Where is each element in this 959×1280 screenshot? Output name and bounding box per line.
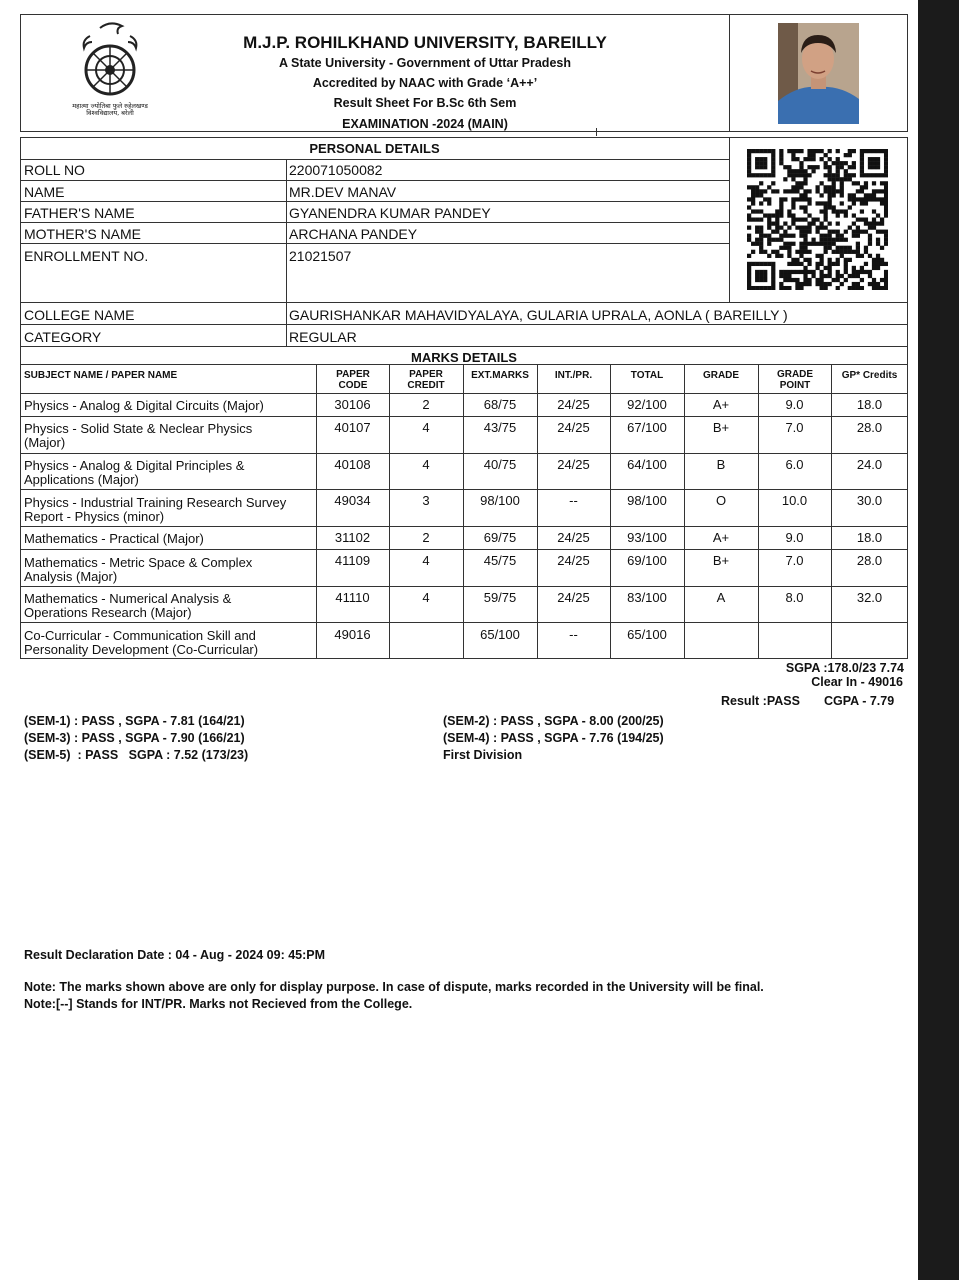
th-gp-credits: GP* Credits xyxy=(841,370,898,381)
result-status: Result :PASS xyxy=(721,694,800,708)
gp-credits: 28.0 xyxy=(856,553,883,568)
result-declaration-date: Result Declaration Date : 04 - Aug - 2024 09: 45:PM xyxy=(24,948,326,962)
total-marks: 65/100 xyxy=(627,627,667,642)
subject-name: Mathematics - Metric Space & Complex Analysis (Major) xyxy=(24,555,253,584)
ext-marks: 40/75 xyxy=(483,457,517,472)
int-marks: 24/25 xyxy=(557,397,590,412)
int-marks: 24/25 xyxy=(557,457,590,472)
grade-point: 9.0 xyxy=(785,397,804,412)
paper-credit: 4 xyxy=(422,590,430,605)
grade-point: 8.0 xyxy=(785,590,804,605)
int-marks: -- xyxy=(569,627,578,642)
logo-caption: महात्मा ज्योतिबा फुले रुहेलखण्ड विश्वविद्यालय, बरेली xyxy=(72,102,148,117)
grade: B xyxy=(716,457,726,472)
sem-5-result: (SEM-5) : PASS SGPA : 7.52 (173/23) xyxy=(24,748,249,762)
int-marks: 24/25 xyxy=(557,590,590,605)
subject-name: Physics - Industrial Training Research Survey Report - Physics (minor) xyxy=(24,495,287,524)
paper-credit: 4 xyxy=(422,420,430,435)
marks-details-title: MARKS DETAILS xyxy=(411,350,517,365)
university-logo xyxy=(60,20,160,104)
grade-point: 7.0 xyxy=(785,553,804,568)
subject-name: Physics - Analog & Digital Principles & Applications (Major) xyxy=(24,458,245,487)
paper-code: 40108 xyxy=(334,457,371,472)
name-value: MR.DEV MANAV xyxy=(289,184,397,200)
ext-marks: 68/75 xyxy=(483,397,517,412)
int-marks: 24/25 xyxy=(557,420,590,435)
th-grade-point: GRADE POINT xyxy=(776,369,814,391)
grade-point: 9.0 xyxy=(785,530,804,545)
header-line-4: Result Sheet For B.Sc 6th Sem xyxy=(333,96,517,110)
total-marks: 98/100 xyxy=(627,493,667,508)
gp-credits: 32.0 xyxy=(856,590,883,605)
sem-1-result: (SEM-1) : PASS , SGPA - 7.81 (164/21) xyxy=(24,714,245,728)
ext-marks: 69/75 xyxy=(483,530,517,545)
grade-point: 6.0 xyxy=(785,457,804,472)
total-marks: 64/100 xyxy=(627,457,667,472)
int-marks: -- xyxy=(569,493,578,508)
cgpa-value: CGPA - 7.79 xyxy=(824,694,895,708)
header-line-3: Accredited by NAAC with Grade ‘A++’ xyxy=(312,76,538,90)
college-name-value: GAURISHANKAR MAHAVIDYALAYA, GULARIA UPRALA, AONLA ( BAREILLY ) xyxy=(289,307,788,323)
th-paper-code: PAPER CODE xyxy=(336,369,370,391)
enrollment-label: ENROLLMENT NO. xyxy=(24,248,149,264)
ext-marks: 65/100 xyxy=(480,627,520,642)
ext-marks: 45/75 xyxy=(483,553,517,568)
category-value: REGULAR xyxy=(289,329,357,345)
th-paper-credit: PAPER CREDIT xyxy=(407,369,445,391)
total-marks: 92/100 xyxy=(627,397,667,412)
paper-code: 31102 xyxy=(334,530,371,545)
paper-code: 41110 xyxy=(335,590,370,605)
sem-4-result: (SEM-4) : PASS , SGPA - 7.76 (194/25) xyxy=(443,731,664,745)
grade: B+ xyxy=(712,420,730,435)
paper-code: 49016 xyxy=(334,627,371,642)
grade: B+ xyxy=(712,553,730,568)
total-marks: 69/100 xyxy=(627,553,667,568)
grade: A+ xyxy=(712,397,730,412)
th-ext-marks: EXT.MARKS xyxy=(471,370,529,381)
paper-credit: 4 xyxy=(422,553,430,568)
total-marks: 67/100 xyxy=(627,420,667,435)
student-photo xyxy=(778,23,859,124)
university-name: M.J.P. ROHILKHAND UNIVERSITY, BAREILLY xyxy=(243,33,607,52)
gp-credits: 18.0 xyxy=(856,530,883,545)
ext-marks: 43/75 xyxy=(483,420,517,435)
gp-credits: 28.0 xyxy=(856,420,883,435)
grade-point: 7.0 xyxy=(785,420,804,435)
total-marks: 83/100 xyxy=(627,590,667,605)
college-name-label: COLLEGE NAME xyxy=(24,307,135,323)
th-grade: GRADE xyxy=(702,370,740,381)
gp-credits: 18.0 xyxy=(856,397,883,412)
th-int-pr: INT./PR. xyxy=(554,370,593,381)
sem-2-result: (SEM-2) : PASS , SGPA - 8.00 (200/25) xyxy=(443,714,664,728)
subject-name: Mathematics - Practical (Major) xyxy=(24,531,204,546)
subject-name: Physics - Analog & Digital Circuits (Major) xyxy=(24,398,264,413)
header-line-2: A State University - Government of Uttar Pradesh xyxy=(279,56,571,70)
clear-in: Clear In - 49016 xyxy=(811,675,903,689)
division: First Division xyxy=(443,748,523,762)
father-name-label: FATHER'S NAME xyxy=(24,205,135,221)
paper-credit: 4 xyxy=(422,457,430,472)
int-marks: 24/25 xyxy=(557,553,590,568)
paper-code: 49034 xyxy=(334,493,371,508)
th-total: TOTAL xyxy=(630,370,664,381)
mother-name-value: ARCHANA PANDEY xyxy=(289,226,418,242)
paper-code: 40107 xyxy=(334,420,371,435)
paper-credit: 2 xyxy=(422,397,430,412)
subject-name: Co-Curricular - Communication Skill and Personality Development (Co-Curricular) xyxy=(24,628,259,657)
sem-3-result: (SEM-3) : PASS , SGPA - 7.90 (166/21) xyxy=(24,731,245,745)
total-marks: 93/100 xyxy=(627,530,667,545)
qr-code xyxy=(747,149,888,290)
roll-no-label: ROLL NO xyxy=(24,162,85,178)
display-note: Note: The marks shown above are only for display purpose. In case of dispute, marks recorded in the University will be final. xyxy=(24,980,764,994)
grade: A+ xyxy=(712,530,730,545)
header-line-5: EXAMINATION -2024 (MAIN) xyxy=(342,117,508,131)
gp-credits: 30.0 xyxy=(856,493,883,508)
th-subject: SUBJECT NAME / PAPER NAME xyxy=(24,370,178,381)
int-marks: 24/25 xyxy=(557,530,590,545)
paper-credit: 3 xyxy=(422,493,430,508)
int-pr-note: Note:[--] Stands for INT/PR. Marks not Recieved from the College. xyxy=(24,997,413,1011)
roll-no-value: 220071050082 xyxy=(289,162,383,178)
category-label: CATEGORY xyxy=(24,329,102,345)
gp-credits: 24.0 xyxy=(856,457,883,472)
grade: A xyxy=(716,590,726,605)
grade: O xyxy=(715,493,727,508)
subject-name: Mathematics - Numerical Analysis & Operations Research (Major) xyxy=(24,591,232,620)
ext-marks: 98/100 xyxy=(480,493,520,508)
personal-details-title: PERSONAL DETAILS xyxy=(309,141,440,156)
sgpa-summary: SGPA :178.0/23 7.74 xyxy=(785,661,904,675)
mother-name-label: MOTHER'S NAME xyxy=(24,226,142,242)
paper-code: 41109 xyxy=(334,553,371,568)
father-name-value: GYANENDRA KUMAR PANDEY xyxy=(289,205,491,221)
subject-name: Physics - Solid State & Neclear Physics (Major) xyxy=(24,421,253,450)
grade-point: 10.0 xyxy=(781,493,808,508)
name-label: NAME xyxy=(24,184,65,200)
ext-marks: 59/75 xyxy=(483,590,517,605)
paper-code: 30106 xyxy=(334,397,371,412)
paper-credit: 2 xyxy=(422,530,430,545)
enrollment-value: 21021507 xyxy=(289,248,352,264)
